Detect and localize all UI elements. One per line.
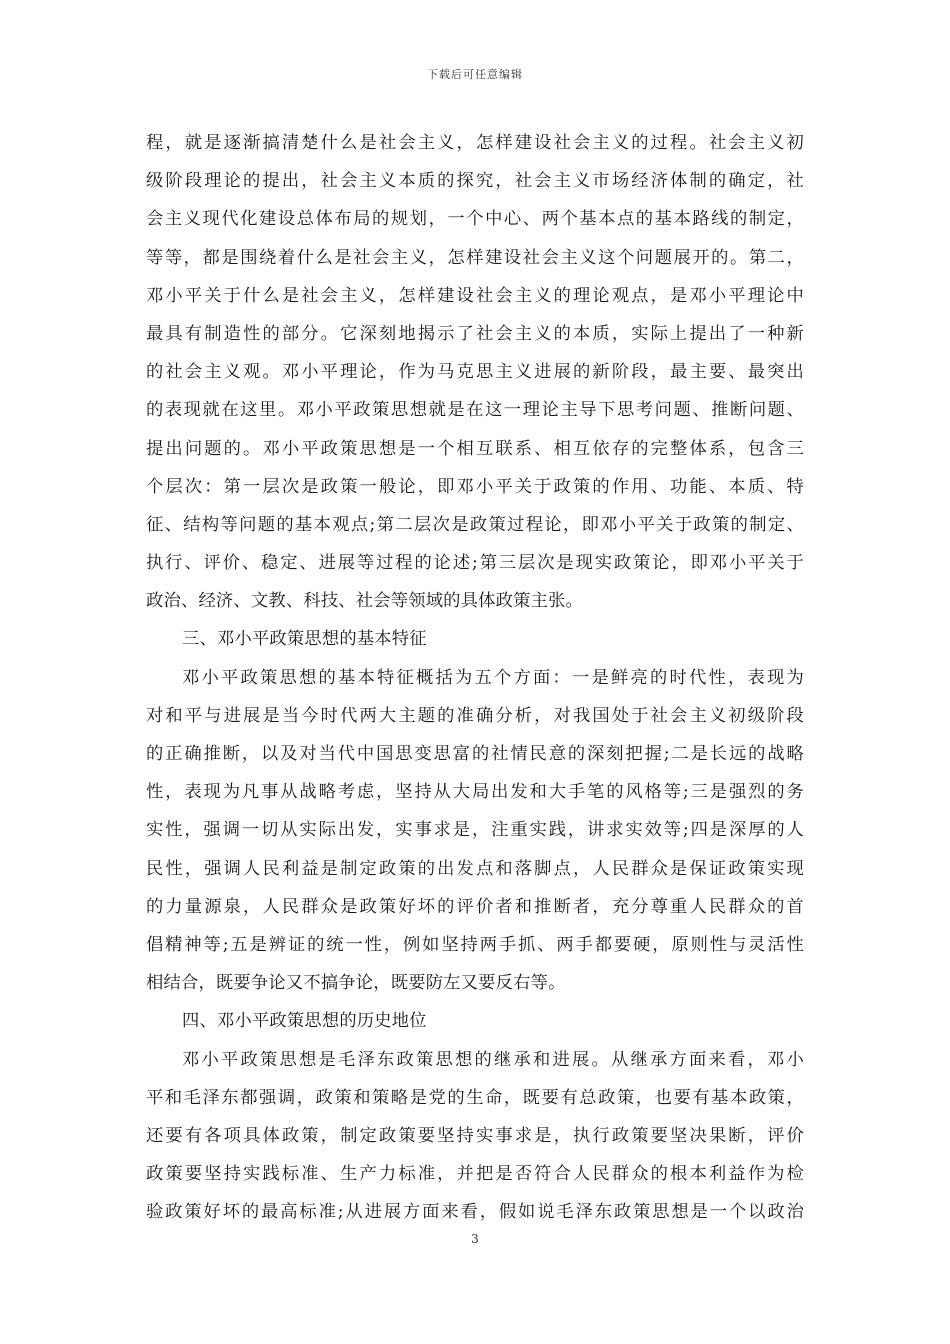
text-line: 等等，都是围绕着什么是社会主义，怎样建设社会主义这个问题展开的。第二， (146, 247, 804, 268)
text-line: 级阶段理论的提出，社会主义本质的探究，社会主义市场经济体制的确定，社 (146, 171, 804, 192)
page-number: 3 (471, 1232, 479, 1246)
text-line: 最具有制造性的部分。它深刻地揭示了社会主义的本质，实际上提出了一种新 (146, 323, 804, 344)
text-line: 程，就是逐渐搞清楚什么是社会主义，怎样建设社会主义的过程。社会主义初 (146, 133, 804, 153)
text-line: 的表现就在这里。邓小平政策思想就是在这一理论主导下思考问题、推断问题、 (146, 400, 804, 421)
text-line: 对和平与进展是当今时代两大主题的准确分析，对我国处于社会主义初级阶段 (146, 705, 804, 726)
text-line: 政策要坚持实践标准、生产力标准，并把是否符合人民群众的根本利益作为检 (146, 1164, 804, 1185)
section-heading: 三、邓小平政策思想的基本特征 (182, 629, 427, 650)
text-line: 实性，强调一切从实际出发，实事求是，注重实践，讲求实效等;四是深厚的人 (146, 820, 804, 841)
text-line: 执行、评价、稳定、进展等过程的论述;第三层次是现实政策论，即邓小平关于 (146, 553, 804, 574)
text-line: 的力量源泉，人民群众是政策好坏的评价者和推断者，充分尊重人民群众的首 (146, 896, 804, 917)
text-line: 的正确推断，以及对当代中国思变思富的社情民意的深刻把握;二是长远的战略 (146, 744, 804, 764)
text-line: 倡精神等;五是辨证的统一性，例如坚持两手抓、两手都要硬，原则性与灵活性 (146, 934, 804, 955)
section-heading: 四、邓小平政策思想的历史地位 (182, 1011, 427, 1032)
document-body (146, 124, 804, 1231)
text-line: 邓小平政策思想的基本特征概括为五个方面：一是鲜亮的时代性，表现为 (182, 667, 804, 688)
text-line: 政治、经济、文教、科技、社会等领域的具体政策主张。 (146, 591, 584, 612)
text-line: 征、结构等问题的基本观点;第二层次是政策过程论，即邓小平关于政策的制定、 (146, 514, 804, 535)
text-line: 验政策好坏的最高标准;从进展方面来看，假如说毛泽东政策思想是一个以政治 (146, 1202, 804, 1223)
text-line: 个层次：第一层次是政策一般论，即邓小平关于政策的作用、功能、本质、特 (146, 476, 804, 497)
text-line: 邓小平关于什么是社会主义，怎样建设社会主义的理论观点，是邓小平理论中 (146, 285, 804, 306)
text-line: 邓小平政策思想是毛泽东政策思想的继承和进展。从继承方面来看，邓小 (182, 1049, 804, 1070)
text-line: 相结合，既要争论又不搞争论，既要防左又要反右等。 (146, 973, 566, 994)
text-line: 提出问题的。邓小平政策思想是一个相互联系、相互依存的完整体系，包含三 (146, 438, 804, 459)
text-line: 还要有各项具体政策，制定政策要坚持实事求是，执行政策要坚决果断，评价 (146, 1125, 804, 1146)
text-line: 平和毛泽东都强调，政策和策略是党的生命，既要有总政策，也要有基本政策， (146, 1087, 804, 1108)
text-line: 的社会主义观。邓小平理论，作为马克思主义进展的新阶段，最主要、最突出 (146, 362, 804, 383)
text-line: 性，表现为凡事从战略考虑，坚持从大局出发和大手笔的风格等;三是强烈的务 (146, 782, 804, 803)
page-header: 下载后可任意编辑 (427, 68, 523, 81)
text-line: 民性，强调人民利益是制定政策的出发点和落脚点，人民群众是保证政策实现 (146, 858, 804, 879)
text-line: 会主义现代化建设总体布局的规划，一个中心、两个基本点的基本路线的制定， (146, 209, 804, 230)
